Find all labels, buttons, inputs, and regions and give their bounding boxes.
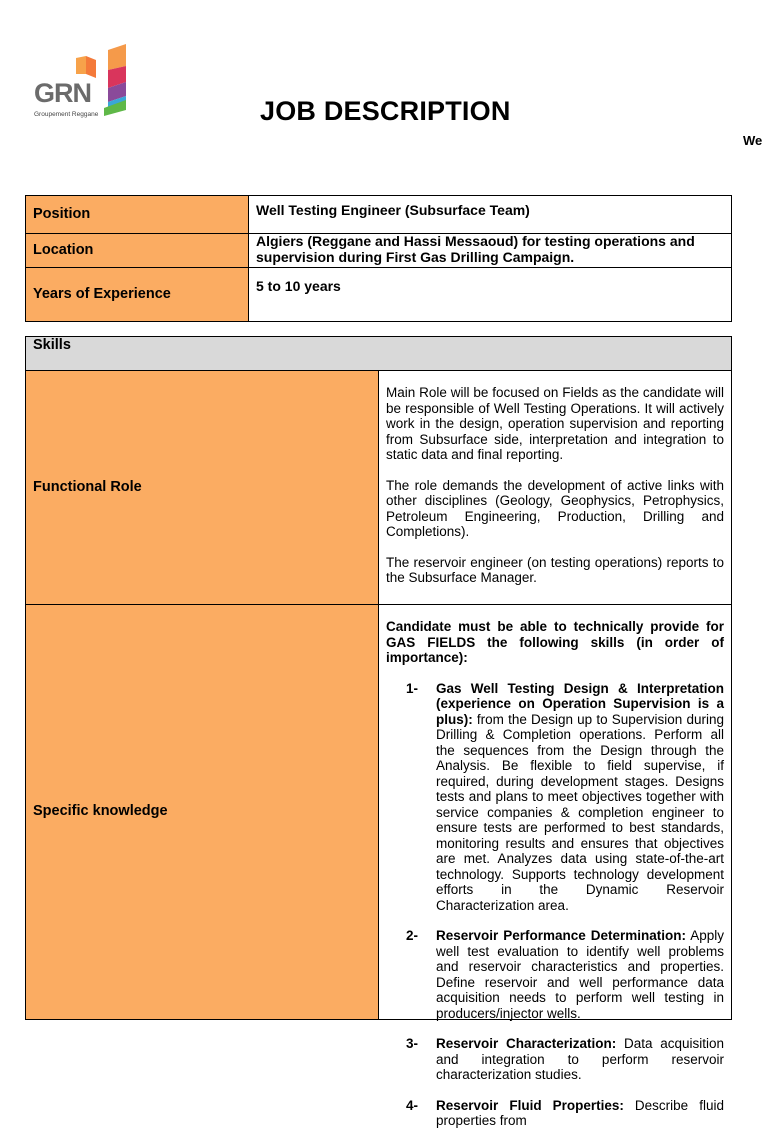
logo-brand: GRN — [34, 78, 91, 108]
item-number: 4- — [406, 1097, 419, 1113]
job-info-table — [25, 195, 732, 322]
item-title: Reservoir Fluid Properties: — [436, 1097, 624, 1113]
table-row — [26, 234, 732, 268]
page-title: JOB DESCRIPTION — [260, 96, 511, 126]
list-item — [406, 928, 724, 1021]
item-title: Reservoir Performance Determination: — [436, 928, 686, 943]
specific-knowledge-label: Specific knowledge — [26, 605, 379, 1020]
item-number: 3- — [406, 1036, 419, 1051]
functional-role-content — [379, 371, 732, 605]
specific-knowledge-content — [379, 605, 732, 1128]
item-text: Apply well test evaluation to identify well problems and reservoir characteristics and properties. Define reservoir and well performance data acquisition needs to perform well testing in producers/injector wells. — [436, 928, 724, 1021]
item-title: Gas Well Testing Design & Interpretation (experience on Operation Supervision is a plus): — [436, 680, 724, 727]
functional-role-paragraph: The role demands the development of active links with other disciplines (Geology, Geophysics, Petrophysics, Petroleum Engineering, Production, Drilling and Completions). — [386, 477, 724, 539]
item-number: 1- — [406, 680, 419, 696]
position-label: Position — [26, 196, 249, 234]
table-row — [26, 605, 732, 1020]
table-row — [26, 196, 732, 234]
list-item — [406, 1036, 724, 1083]
experience-label: Years of Experience — [26, 268, 249, 322]
position-value: Well Testing Engineer (Subsurface Team) — [249, 196, 732, 234]
item-text: Data acquisition and integration to perform reservoir characterization studies. — [436, 1036, 725, 1082]
item-number: 2- — [406, 928, 419, 943]
table-row — [26, 371, 732, 605]
functional-role-label: Functional Role — [26, 371, 379, 605]
location-value: Algiers (Reggane and Hassi Messaoud) for testing operations and supervision during First Gas Drilling Campaign. — [249, 234, 732, 268]
experience-value: 5 to 10 years — [249, 268, 732, 322]
truncated-text: We — [743, 133, 763, 148]
list-item — [406, 681, 724, 914]
table-row — [26, 268, 732, 322]
skills-header: Skills — [26, 337, 732, 371]
specific-intro: Candidate must be able to technically provide for GAS FIELDS the following skills (in order of importance): — [386, 619, 724, 665]
company-logo — [34, 44, 130, 124]
location-label: Location — [26, 234, 249, 268]
list-item — [406, 1098, 724, 1129]
functional-role-paragraph: Main Role will be focused on Fields as the candidate will be responsible of Well Testing Operations. It will actively work in the design, operation supervision and reporting from Subsurface side, interpretation and integration to static data and final reporting. — [386, 385, 724, 462]
table-row — [26, 337, 732, 371]
functional-role-paragraph: The reservoir engineer (on testing operations) reports to the Subsurface Manager. — [386, 554, 724, 585]
item-text: from the Design up to Supervision during Drilling & Completion operations. Perform all the sequences from the Design through the Analysis. Be flexible to field supervise, if required, during development stages. Designs tests and plans to meet objectives together with service companies & completion engineer to ensure tests are performed to best standards, monitoring results and ensures that objectives are met. Analyzes data using state-of-the-art technology. Supports technology development efforts in the Dynamic Reservoir Characterization area. — [436, 711, 724, 913]
item-text: Describe fluid properties from — [436, 1097, 724, 1128]
item-title: Reservoir Characterization: — [436, 1036, 617, 1051]
logo-tagline: Groupement Reggane — [34, 111, 99, 118]
skills-table — [25, 336, 732, 1128]
